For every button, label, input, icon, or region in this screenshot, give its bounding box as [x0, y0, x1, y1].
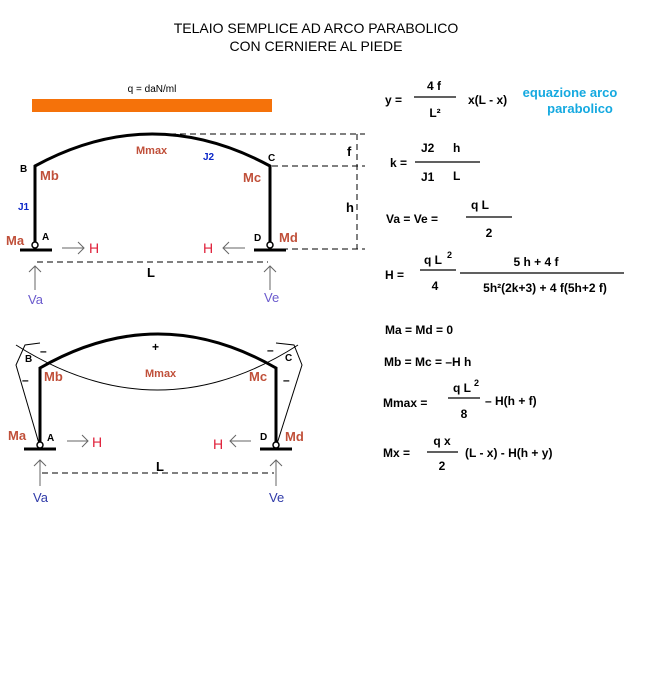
svg-text:– H(h + f): – H(h + f): [485, 394, 537, 408]
svg-text:q L: q L: [424, 253, 442, 267]
svg-text:x(L - x): x(L - x): [468, 93, 508, 107]
diagram-2: [8, 334, 304, 505]
span-l: L: [147, 265, 155, 280]
svg-text:q L: q L: [453, 381, 471, 395]
thrust-arrow-right: [62, 242, 84, 254]
label-mb-2: Mb: [44, 369, 63, 384]
label-mc: Mc: [243, 170, 262, 185]
dim-f: f: [347, 144, 352, 159]
thrust-arrow-right-2: [67, 435, 88, 447]
thrust-h-left: H: [89, 240, 100, 256]
formula-thrust: [385, 250, 624, 295]
svg-text:J1: J1: [421, 170, 435, 184]
reaction-va: Va: [28, 292, 43, 307]
diagram-1: [6, 84, 365, 307]
dim-h: h: [346, 200, 354, 215]
sign-minus-left: –: [22, 373, 29, 387]
formula-k: [390, 141, 480, 184]
svg-text:2: 2: [474, 378, 480, 388]
reaction-va-2: Va: [33, 490, 48, 505]
svg-text:8: 8: [460, 407, 468, 421]
thrust-arrow-left-2: [230, 435, 251, 447]
thrust-h-right-2: H: [213, 436, 224, 452]
label-ma-2: Ma: [8, 428, 27, 443]
label-md-2: Md: [285, 429, 304, 444]
node-d-2: D: [260, 432, 268, 443]
thrust-h-right: H: [203, 240, 214, 256]
svg-text:Mx =: Mx =: [383, 446, 411, 460]
node-a-2: A: [47, 433, 55, 444]
node-c: C: [268, 153, 276, 164]
svg-text:5 h + 4 f: 5 h + 4 f: [513, 255, 559, 269]
reaction-arrow-ve-2: [270, 460, 282, 486]
label-ma: Ma: [6, 233, 25, 248]
sign-minus-right: –: [283, 373, 290, 387]
sign-minus-c: –: [267, 343, 274, 357]
node-c-2: C: [285, 353, 293, 364]
svg-text:2: 2: [447, 250, 453, 260]
svg-text:y =: y =: [385, 93, 403, 107]
note-arch-2: parabolico: [547, 101, 613, 116]
distributed-load-bar: [32, 99, 272, 112]
svg-text:q L: q L: [471, 198, 489, 212]
label-mc-2: Mc: [249, 369, 268, 384]
label-md: Md: [279, 230, 298, 245]
formula-mx: [383, 434, 552, 473]
title-line-2: CON CERNIERE AL PIEDE: [229, 38, 403, 54]
svg-text:4 f: 4 f: [426, 79, 442, 93]
label-mmax-2: Mmax: [145, 368, 177, 380]
svg-text:Mmax =: Mmax =: [383, 396, 428, 410]
load-label: q = daN/ml: [127, 84, 177, 95]
svg-text:L: L: [453, 169, 461, 183]
svg-text:Va = Ve =: Va = Ve =: [386, 212, 439, 226]
node-d: D: [254, 233, 262, 244]
formulas: [383, 79, 624, 473]
svg-text:4: 4: [431, 279, 439, 293]
title-line-1: TELAIO SEMPLICE AD ARCO PARABOLICO: [173, 20, 459, 36]
svg-text:L²: L²: [429, 106, 441, 120]
svg-text:q x: q x: [433, 434, 451, 448]
label-j2: J2: [203, 152, 215, 163]
label-mb: Mb: [40, 168, 59, 183]
svg-text:J2: J2: [421, 141, 435, 155]
reaction-ve-2: Ve: [269, 490, 285, 505]
span-l-2: L: [156, 459, 164, 474]
label-j1: J1: [18, 202, 30, 213]
formula-mb-mc: Mb = Mc = –H h: [384, 355, 472, 369]
svg-text:2: 2: [438, 459, 446, 473]
formula-ma-md: Ma = Md = 0: [385, 323, 454, 337]
dimension-lines: [37, 134, 365, 262]
node-b: B: [20, 164, 28, 175]
label-mmax: Mmax: [136, 145, 168, 157]
reaction-ve: Ve: [264, 290, 280, 305]
support-a: [20, 242, 52, 250]
node-a: A: [42, 232, 50, 243]
sign-plus: +: [152, 340, 160, 354]
sign-minus-b: –: [40, 344, 47, 358]
svg-text:5h²(2k+3) + 4 f(5h+2 f): 5h²(2k+3) + 4 f(5h+2 f): [483, 281, 607, 295]
thrust-arrow-left: [223, 242, 245, 254]
svg-text:2: 2: [485, 226, 493, 240]
reaction-arrow-ve: [264, 266, 276, 290]
svg-text:h: h: [453, 141, 461, 155]
formula-reactions: [386, 198, 512, 240]
thrust-h-left-2: H: [92, 434, 103, 450]
node-b-2: B: [25, 354, 33, 365]
reaction-arrow-va: [29, 266, 41, 290]
svg-text:k =: k =: [390, 156, 408, 170]
svg-text:(L - x) - H(h + y): (L - x) - H(h + y): [465, 446, 553, 460]
formula-mmax: [383, 378, 537, 421]
formula-arch: [385, 79, 617, 120]
note-arch-1: equazione arco: [522, 85, 618, 100]
svg-text:H =: H =: [385, 268, 405, 282]
